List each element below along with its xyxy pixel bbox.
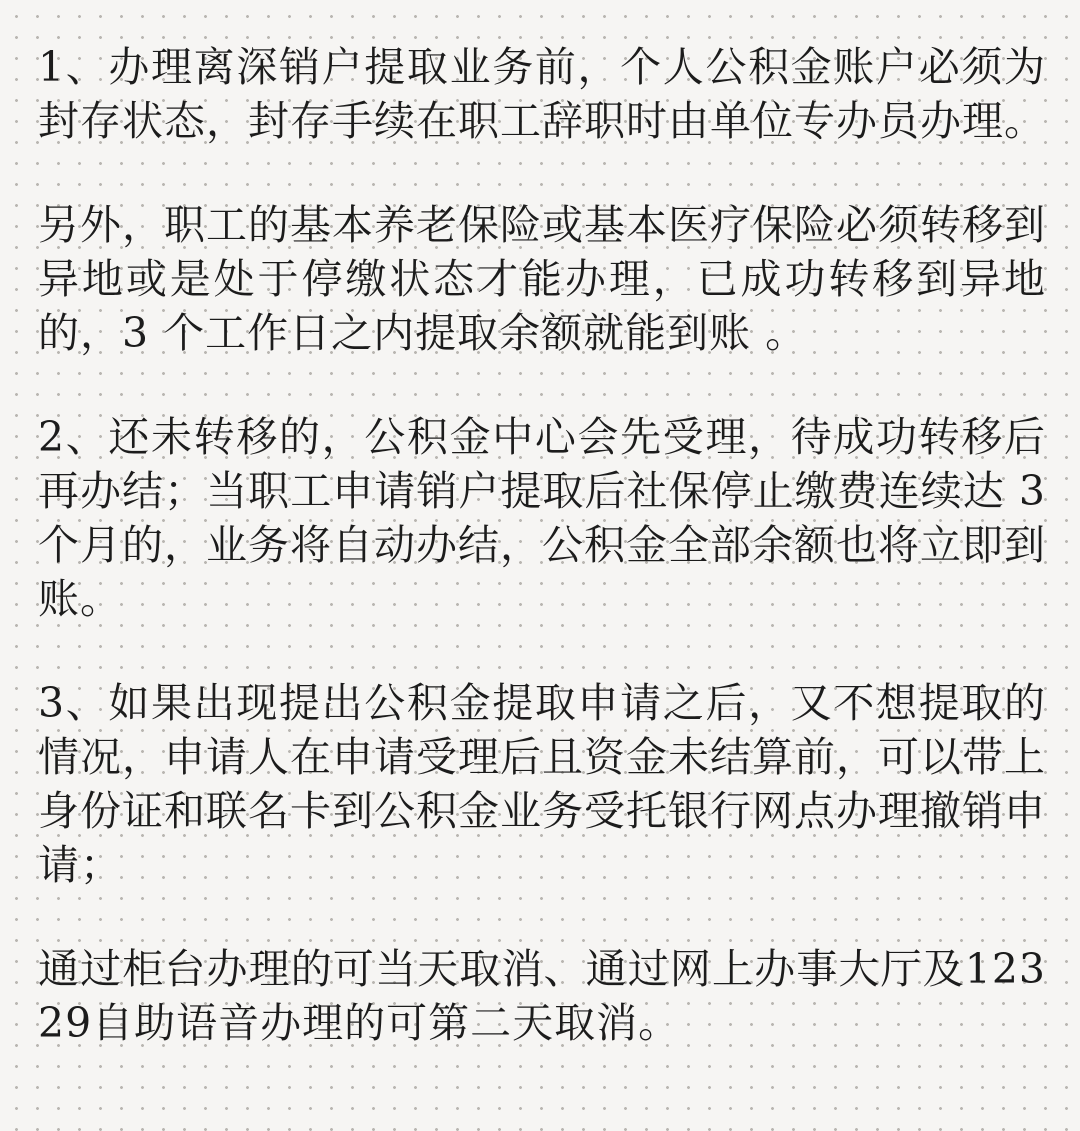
paragraph-2: 另外，职工的基本养老保险或基本医疗保险必须转移到异地或是处于停缴状态才能办理，已成功转移到异地的，3 个工作日之内提取余额就能到账 。	[38, 201, 1046, 357]
paragraph-5: 通过柜台办理的可当天取消、通过网上办事大厅及12329自助语音办理的可第二天取消。	[38, 945, 1046, 1047]
paragraph-1: 1、办理离深销户提取业务前，个人公积金账户必须为封存状态，封存手续在职工辞职时由单位专办员办理。	[38, 43, 1046, 145]
paragraph-4: 3、如果出现提出公积金提取申请之后，又不想提取的情况，申请人在申请受理后且资金未结算前，可以带上身份证和联名卡到公积金业务受托银行网点办理撤销申请；	[38, 679, 1046, 889]
paragraph-3: 2、还未转移的，公积金中心会先受理，待成功转移后再办结；当职工申请销户提取后社保停止缴费连续达 3 个月的，业务将自动办结，公积金全部余额也将立即到账。	[38, 413, 1046, 623]
